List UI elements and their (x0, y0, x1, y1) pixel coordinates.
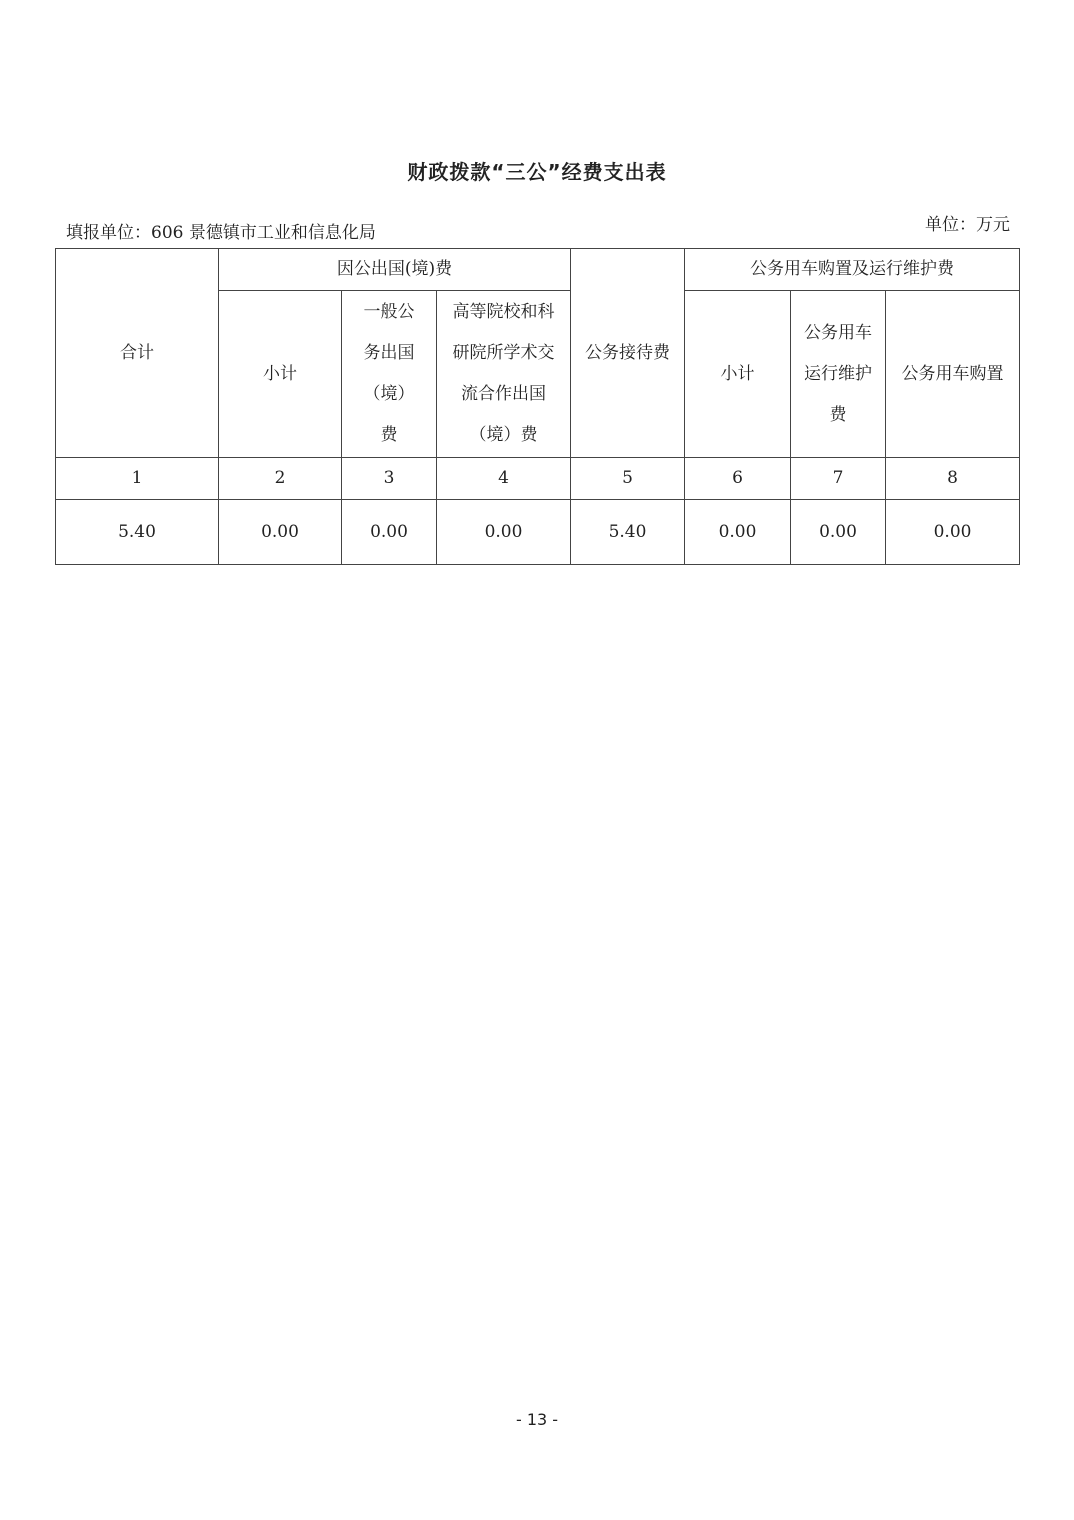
index-cell: 2 (219, 458, 342, 500)
header-vehicle-purchase: 公务用车购置 (886, 291, 1020, 458)
value-row (56, 500, 1020, 565)
index-cell: 5 (571, 458, 685, 500)
header-row-1 (56, 249, 1020, 291)
value-cell: 5.40 (571, 500, 685, 565)
index-cell: 7 (791, 458, 886, 500)
index-cell: 3 (342, 458, 437, 500)
header-overseas-general: 一般公务出国（境）费 (342, 291, 437, 458)
value-cell: 0.00 (219, 500, 342, 565)
index-cell: 1 (56, 458, 219, 500)
header-overseas-subtotal: 小计 (219, 291, 342, 458)
expense-table (55, 248, 1020, 565)
value-cell: 0.00 (685, 500, 791, 565)
value-cell: 5.40 (56, 500, 219, 565)
value-cell: 0.00 (342, 500, 437, 565)
currency-unit: 单位：万元 (925, 215, 1010, 235)
page-title: 财政拨款“三公”经费支出表 (407, 160, 667, 184)
value-cell: 0.00 (791, 500, 886, 565)
index-cell: 6 (685, 458, 791, 500)
header-vehicle-operation: 公务用车运行维护费 (791, 291, 886, 458)
index-row (56, 458, 1020, 500)
header-overseas-group: 因公出国(境)费 (219, 249, 571, 291)
value-cell: 0.00 (437, 500, 571, 565)
header-vehicle-subtotal: 小计 (685, 291, 791, 458)
page-number: - 13 - (515, 1410, 559, 1429)
value-cell: 0.00 (886, 500, 1020, 565)
header-reception: 公务接待费 (571, 249, 685, 458)
index-cell: 8 (886, 458, 1020, 500)
header-vehicle-group: 公务用车购置及运行维护费 (685, 249, 1020, 291)
header-total: 合计 (56, 249, 219, 458)
index-cell: 4 (437, 458, 571, 500)
header-overseas-academic: 高等院校和科研院所学术交流合作出国（境）费 (437, 291, 571, 458)
reporting-unit: 填报单位：606 景德镇市工业和信息化局 (66, 223, 376, 243)
